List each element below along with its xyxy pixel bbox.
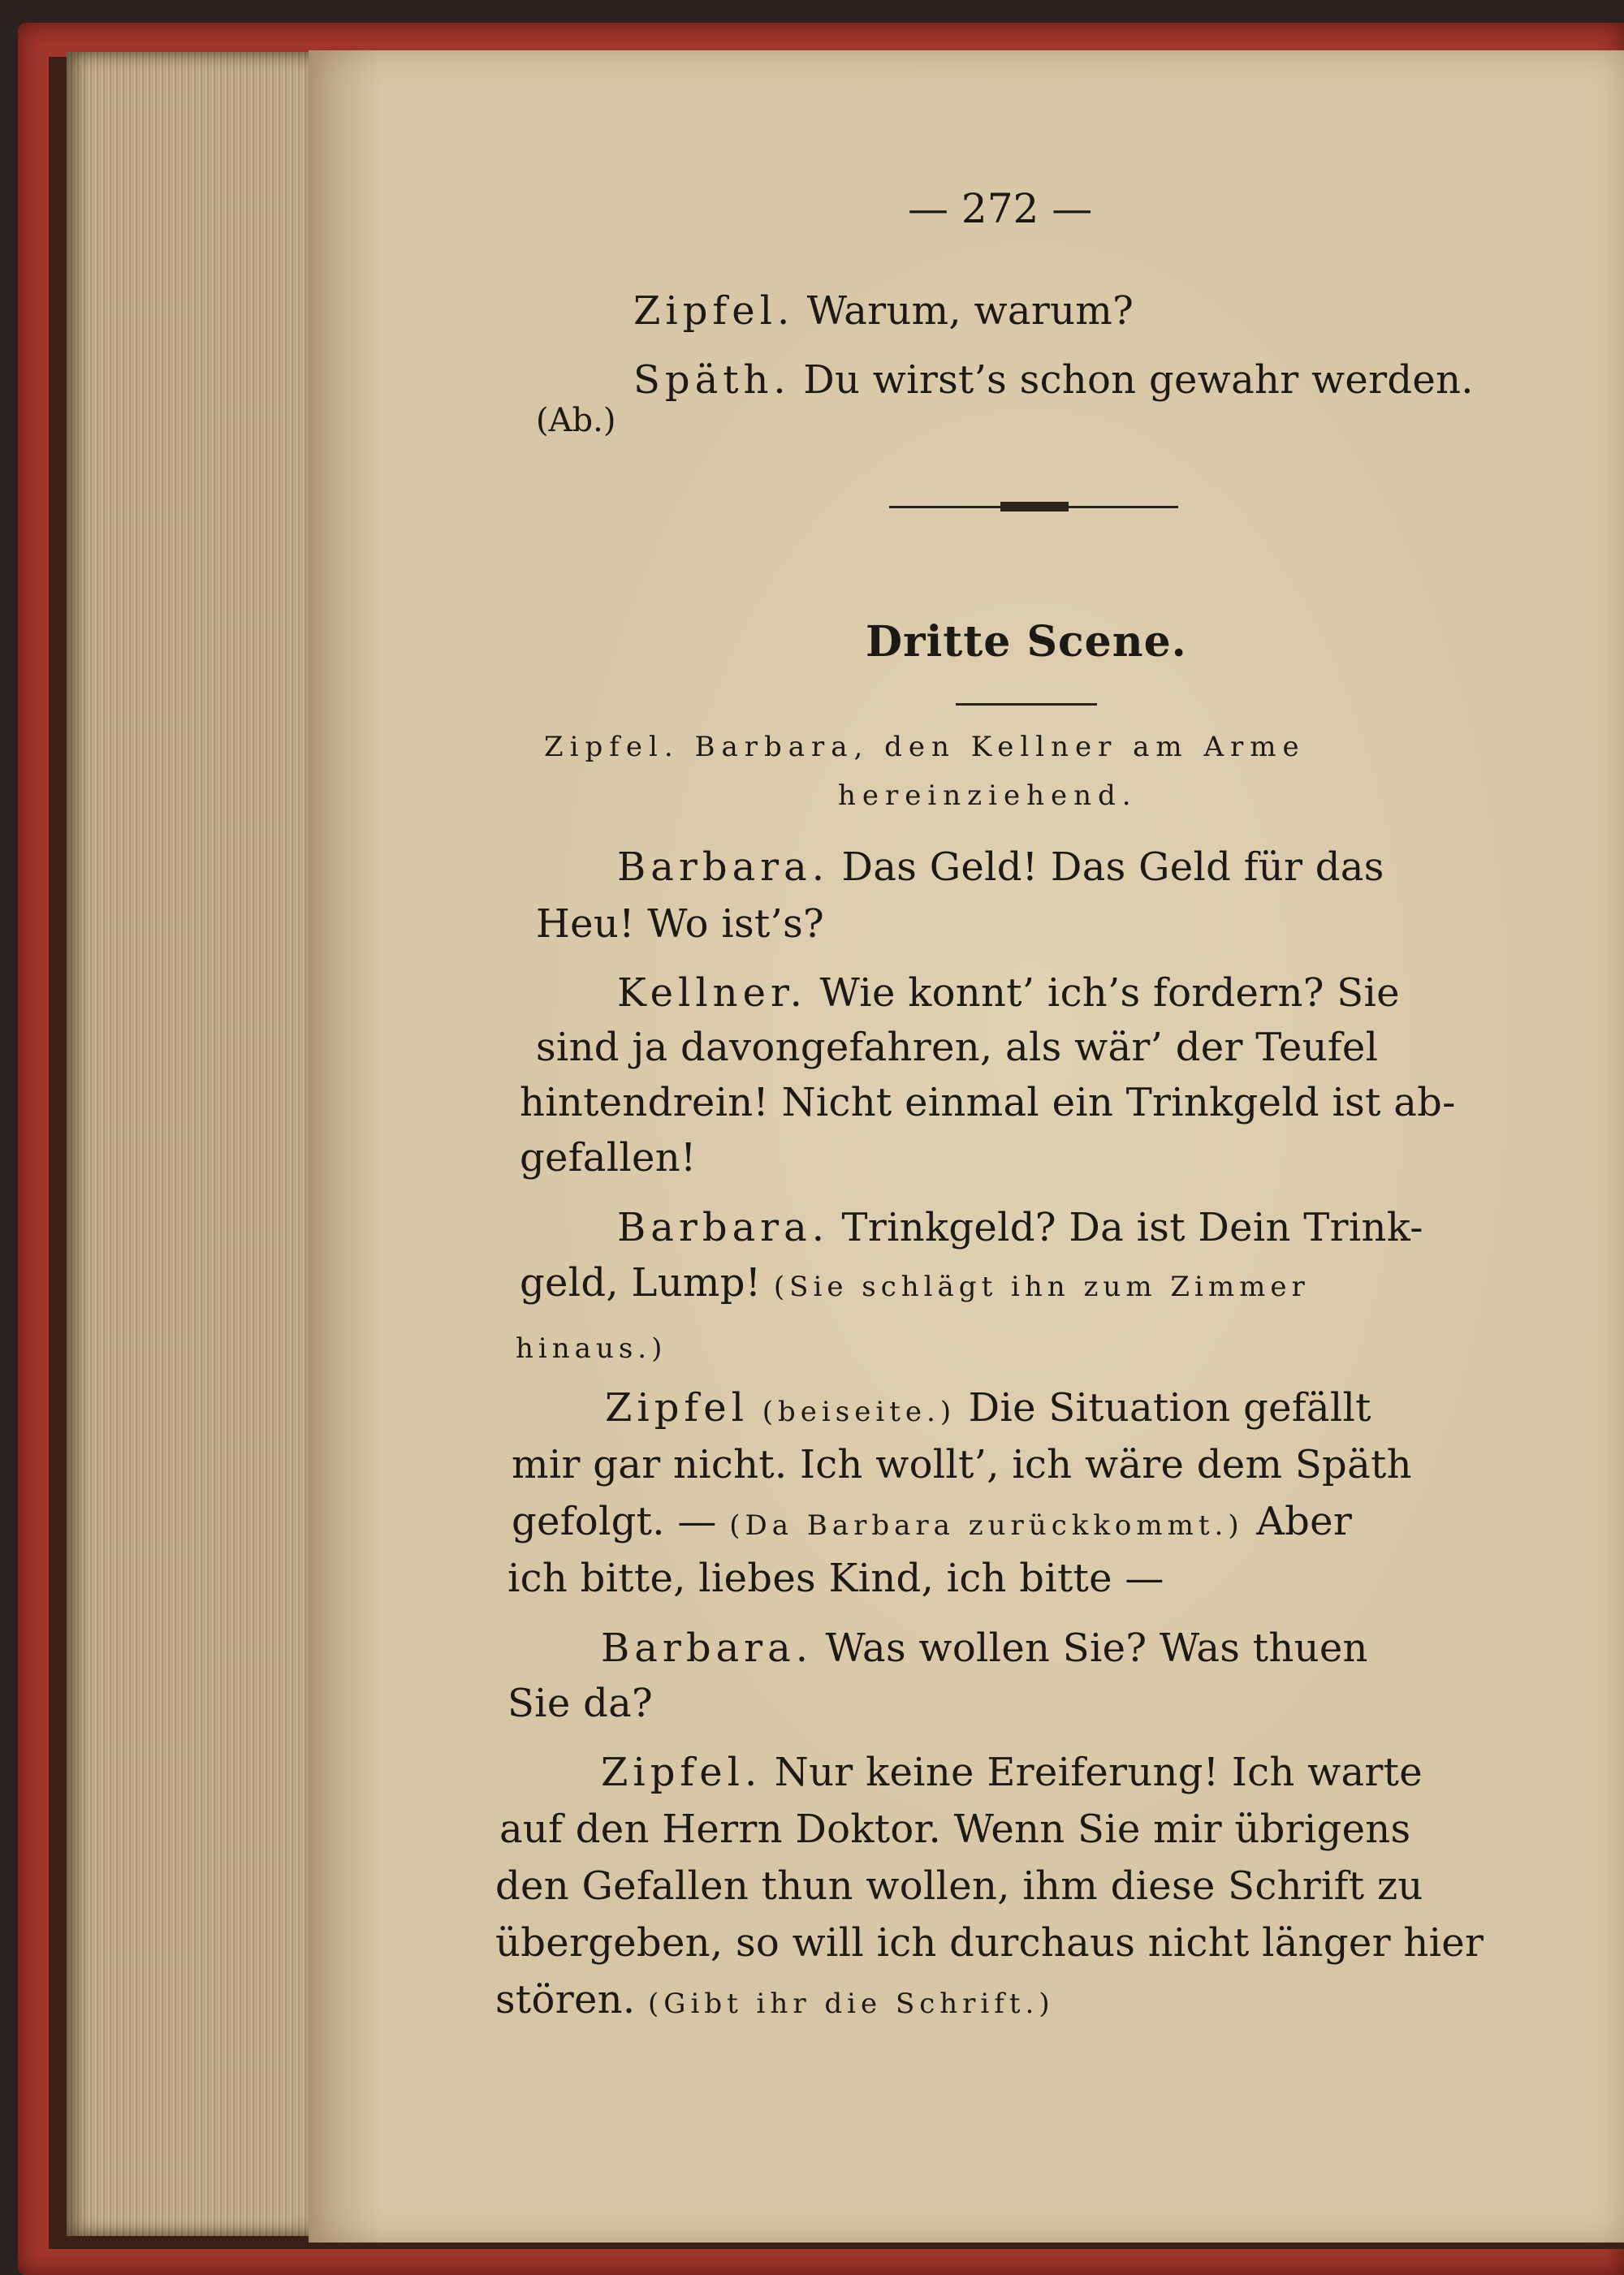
dialogue-line (633, 357, 1474, 403)
text-line (601, 1625, 1368, 1671)
speaker-name: Zipfel. (633, 288, 795, 334)
text-line: den Gefallen thun wollen, ihm diese Schrift zu (495, 1863, 1423, 1909)
speaker-name: Barbara. (617, 1205, 829, 1250)
speaker-name: Barbara. (617, 844, 829, 890)
text-line (617, 1205, 1423, 1250)
divider-line-right (1069, 506, 1178, 508)
stage-direction: (Sie schlägt ihn zum Zimmer (773, 1271, 1310, 1303)
text-line: übergeben, so will ich durchaus nicht länger hier (495, 1920, 1484, 1966)
stage-direction: (beiseite.) (748, 1396, 957, 1428)
stage-direction: (Gibt ihr die Schrift.) (648, 1988, 1055, 2020)
dialogue-text: geld, Lump! (520, 1260, 774, 1306)
dialogue-text: Aber (1243, 1499, 1353, 1544)
dialogue-text: Du wirst’s schon gewahr werden. (790, 357, 1474, 403)
stage-direction: hinaus.) (516, 1332, 667, 1365)
text-line (605, 1385, 1371, 1431)
dialogue-text: Wie konnt’ ich’s fordern? Sie (806, 970, 1400, 1016)
dialogue-text: Was wollen Sie? Was thuen (813, 1625, 1368, 1671)
cast-list-line: Zipfel. Barbara, den Kellner am Arme (544, 731, 1306, 763)
page-edges (67, 52, 326, 2236)
dialogue-text: Die Situation gefällt (956, 1385, 1371, 1431)
stage-direction-exit: (Ab.) (536, 402, 616, 439)
speaker-name: Kellner. (617, 970, 807, 1016)
dialogue-text: Warum, warum? (794, 288, 1134, 334)
cast-list-line: hereinziehend. (838, 779, 1138, 812)
text-line: Heu! Wo ist’s? (536, 901, 825, 947)
dialogue-line (633, 288, 1134, 334)
text-line: Sie da? (508, 1681, 654, 1726)
text-line (617, 970, 1400, 1016)
dialogue-text: Das Geld! Das Geld für das (829, 844, 1384, 890)
divider-block (1000, 502, 1069, 512)
text-line: auf den Herrn Doktor. Wenn Sie mir übrigens (499, 1807, 1411, 1852)
dialogue-text: stören. (495, 1977, 649, 2022)
stage-direction: (Da Barbara zurückkommt.) (729, 1509, 1244, 1542)
text-line: ich bitte, liebes Kind, ich bitte — (508, 1556, 1164, 1601)
text-line: hintendrein! Nicht einmal ein Trinkgeld ist ab- (520, 1080, 1456, 1125)
dialogue-text: gefolgt. — (512, 1499, 730, 1544)
text-line (601, 1750, 1423, 1795)
text-line (617, 844, 1384, 890)
text-line (520, 1260, 1310, 1306)
scene-title: Dritte Scene. (866, 617, 1187, 667)
text-line: gefallen! (520, 1135, 697, 1181)
dialogue-text: Nur keine Ereiferung! Ich warte (762, 1750, 1423, 1795)
page-number: — 272 — (908, 185, 1093, 232)
dialogue-text: Trinkgeld? Da ist Dein Trink- (829, 1205, 1423, 1250)
text-line: mir gar nicht. Ich wollt’, ich wäre dem Späth (512, 1442, 1412, 1487)
speaker-name: Barbara. (601, 1625, 813, 1671)
text-line (512, 1499, 1352, 1544)
title-underline (956, 703, 1097, 706)
divider-line-left (889, 506, 1003, 508)
text-line (516, 1322, 667, 1367)
text-line (495, 1977, 1055, 2022)
speaker-name: Zipfel (605, 1385, 749, 1431)
speaker-name: Zipfel. (601, 1750, 762, 1795)
text-line: sind ja davongefahren, als wär’ der Teufel (536, 1025, 1379, 1070)
speaker-name: Späth. (633, 357, 791, 403)
